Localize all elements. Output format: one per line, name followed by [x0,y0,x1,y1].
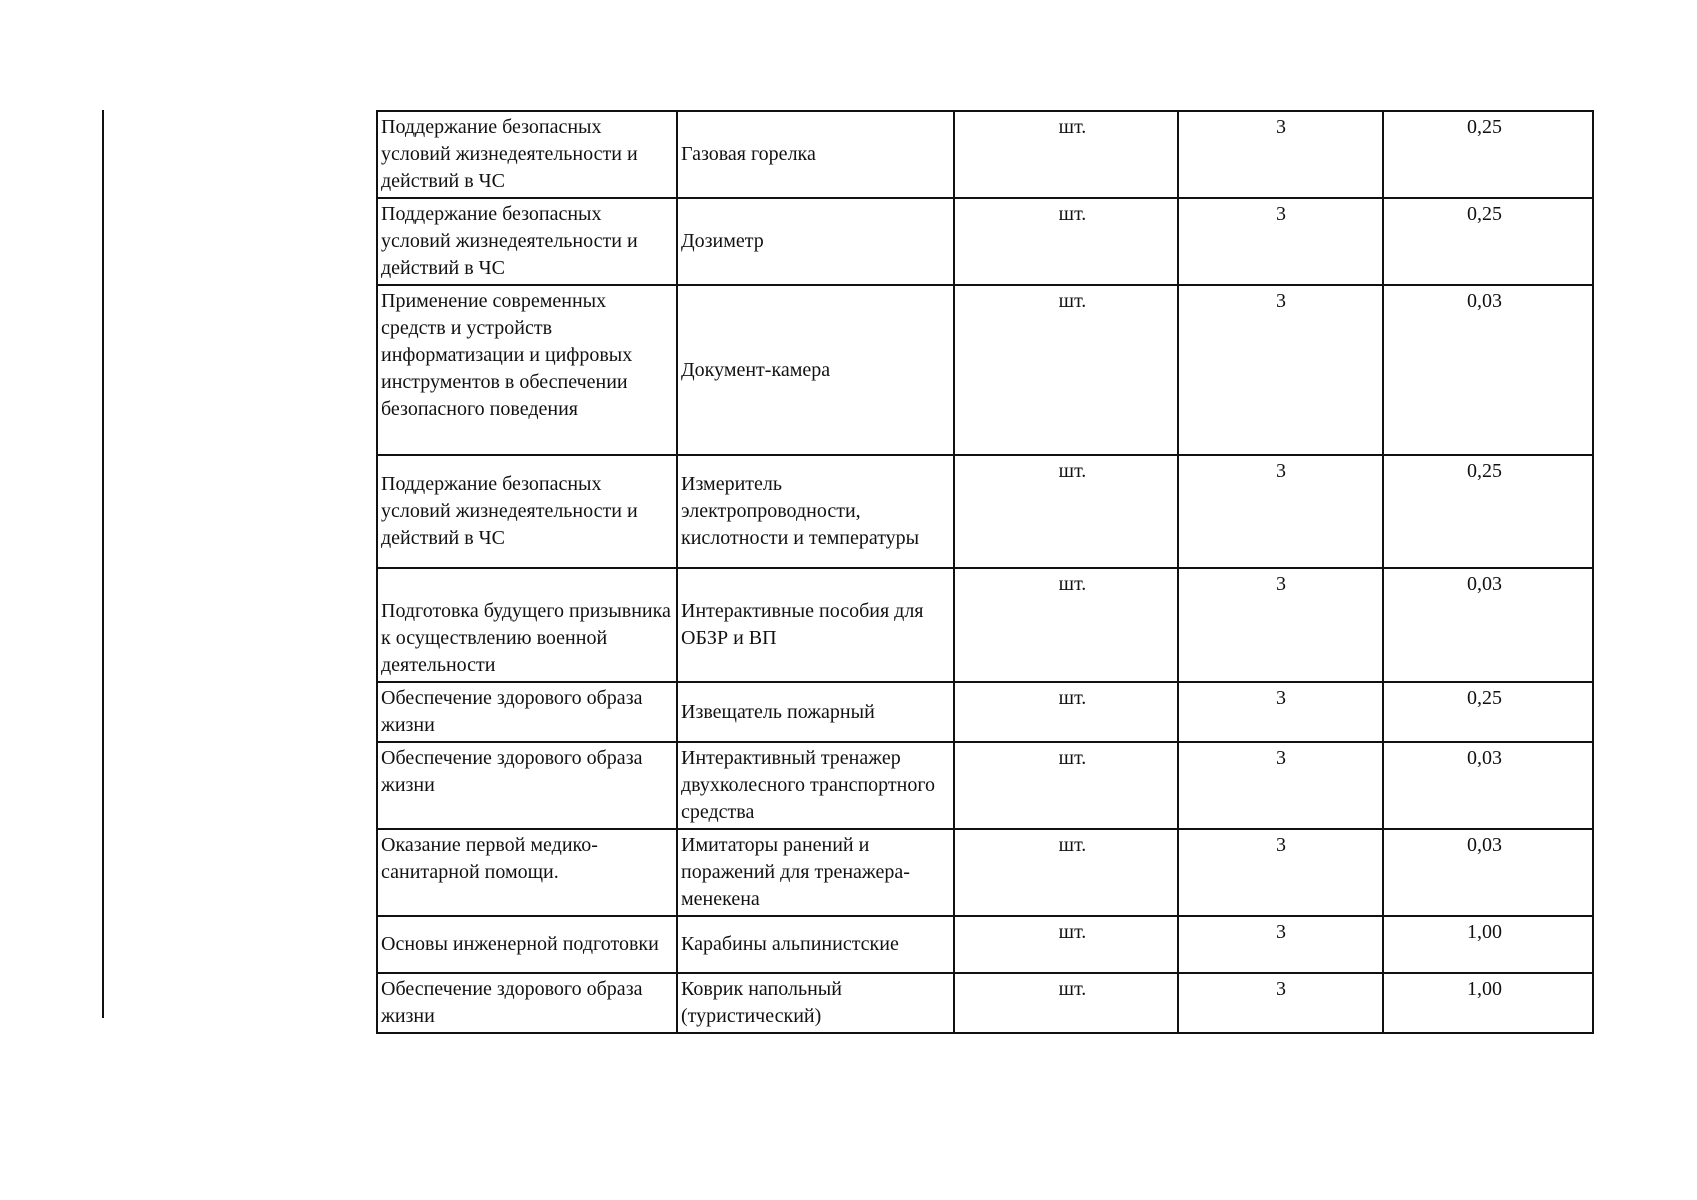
page-margin-rule [102,110,104,1018]
unit-cell [954,916,1178,973]
quantity-cell [1178,111,1383,198]
coefficient-value: 0,03 [1467,834,1502,856]
coefficient-value: 1,00 [1467,978,1502,1000]
topic-cell: Применение современных средств и устройств информатизации и цифровых инструментов в обеспечении безопасного поведения [377,285,677,455]
quantity-value: 3 [1276,834,1286,856]
coefficient-cell [1383,829,1593,916]
topic-cell: Поддержание безопасных условий жизнедеятельности и действий в ЧС [377,455,677,568]
unit-value: шт. [1058,978,1087,1000]
quantity-value: 3 [1276,573,1286,595]
coefficient-cell [1383,198,1593,285]
unit-value: шт. [1058,460,1087,482]
table-row [377,455,1593,568]
coefficient-value: 1,00 [1467,921,1502,943]
coefficient-value: 0,25 [1467,687,1502,709]
unit-cell [954,568,1178,682]
coefficient-cell [1383,111,1593,198]
table-row [377,285,1593,455]
quantity-cell [1178,973,1383,1033]
quantity-cell [1178,455,1383,568]
table-row [377,198,1593,285]
table-row [377,682,1593,742]
item-name-cell: Интерактивные пособия для ОБЗР и ВП [677,568,954,682]
unit-value: шт. [1058,116,1087,138]
coefficient-cell [1383,916,1593,973]
topic-cell: Обеспечение здорового образа жизни [377,742,677,829]
quantity-value: 3 [1276,687,1286,709]
unit-cell [954,829,1178,916]
unit-value: шт. [1058,203,1087,225]
equipment-table [376,110,1594,1034]
item-name-cell: Коврик напольный (туристический) [677,973,954,1033]
quantity-value: 3 [1276,203,1286,225]
quantity-cell [1178,568,1383,682]
quantity-cell [1178,829,1383,916]
item-name-cell: Измеритель электропроводности, кислотности и температуры [677,455,954,568]
quantity-value: 3 [1276,978,1286,1000]
coefficient-value: 0,25 [1467,460,1502,482]
unit-cell [954,455,1178,568]
item-name-cell: Интерактивный тренажер двухколесного транспортного средства [677,742,954,829]
table-row [377,973,1593,1033]
item-name-cell: Газовая горелка [677,111,954,198]
quantity-value: 3 [1276,921,1286,943]
coefficient-value: 0,25 [1467,203,1502,225]
table-row [377,742,1593,829]
coefficient-cell [1383,568,1593,682]
item-name-cell: Документ-камера [677,285,954,455]
quantity-value: 3 [1276,290,1286,312]
quantity-cell [1178,285,1383,455]
quantity-value: 3 [1276,116,1286,138]
coefficient-cell [1383,682,1593,742]
item-name-cell: Дозиметр [677,198,954,285]
table-row [377,568,1593,682]
item-name-cell: Имитаторы ранений и поражений для тренажера-менекена [677,829,954,916]
coefficient-cell [1383,285,1593,455]
unit-value: шт. [1058,687,1087,709]
unit-value: шт. [1058,747,1087,769]
quantity-cell [1178,742,1383,829]
unit-cell [954,682,1178,742]
quantity-cell [1178,198,1383,285]
topic-cell: Поддержание безопасных условий жизнедеятельности и действий в ЧС [377,198,677,285]
unit-cell [954,111,1178,198]
unit-value: шт. [1058,921,1087,943]
topic-cell: Оказание первой медико-санитарной помощи. [377,829,677,916]
coefficient-value: 0,03 [1467,747,1502,769]
quantity-cell [1178,682,1383,742]
topic-cell: Поддержание безопасных условий жизнедеятельности и действий в ЧС [377,111,677,198]
topic-cell: Подготовка будущего призывника к осуществлению военной деятельности [377,568,677,682]
coefficient-cell [1383,973,1593,1033]
coefficient-cell [1383,742,1593,829]
unit-cell [954,742,1178,829]
coefficient-cell [1383,455,1593,568]
coefficient-value: 0,03 [1467,573,1502,595]
quantity-value: 3 [1276,747,1286,769]
unit-cell [954,198,1178,285]
unit-cell [954,285,1178,455]
coefficient-value: 0,03 [1467,290,1502,312]
topic-cell: Обеспечение здорового образа жизни [377,973,677,1033]
table-row [377,916,1593,973]
quantity-value: 3 [1276,460,1286,482]
topic-cell: Обеспечение здорового образа жизни [377,682,677,742]
unit-value: шт. [1058,573,1087,595]
table-row [377,829,1593,916]
item-name-cell: Карабины альпинистские [677,916,954,973]
unit-cell [954,973,1178,1033]
item-name-cell: Извещатель пожарный [677,682,954,742]
unit-value: шт. [1058,834,1087,856]
quantity-cell [1178,916,1383,973]
topic-cell: Основы инженерной подготовки [377,916,677,973]
unit-value: шт. [1058,290,1087,312]
coefficient-value: 0,25 [1467,116,1502,138]
table-row [377,111,1593,198]
